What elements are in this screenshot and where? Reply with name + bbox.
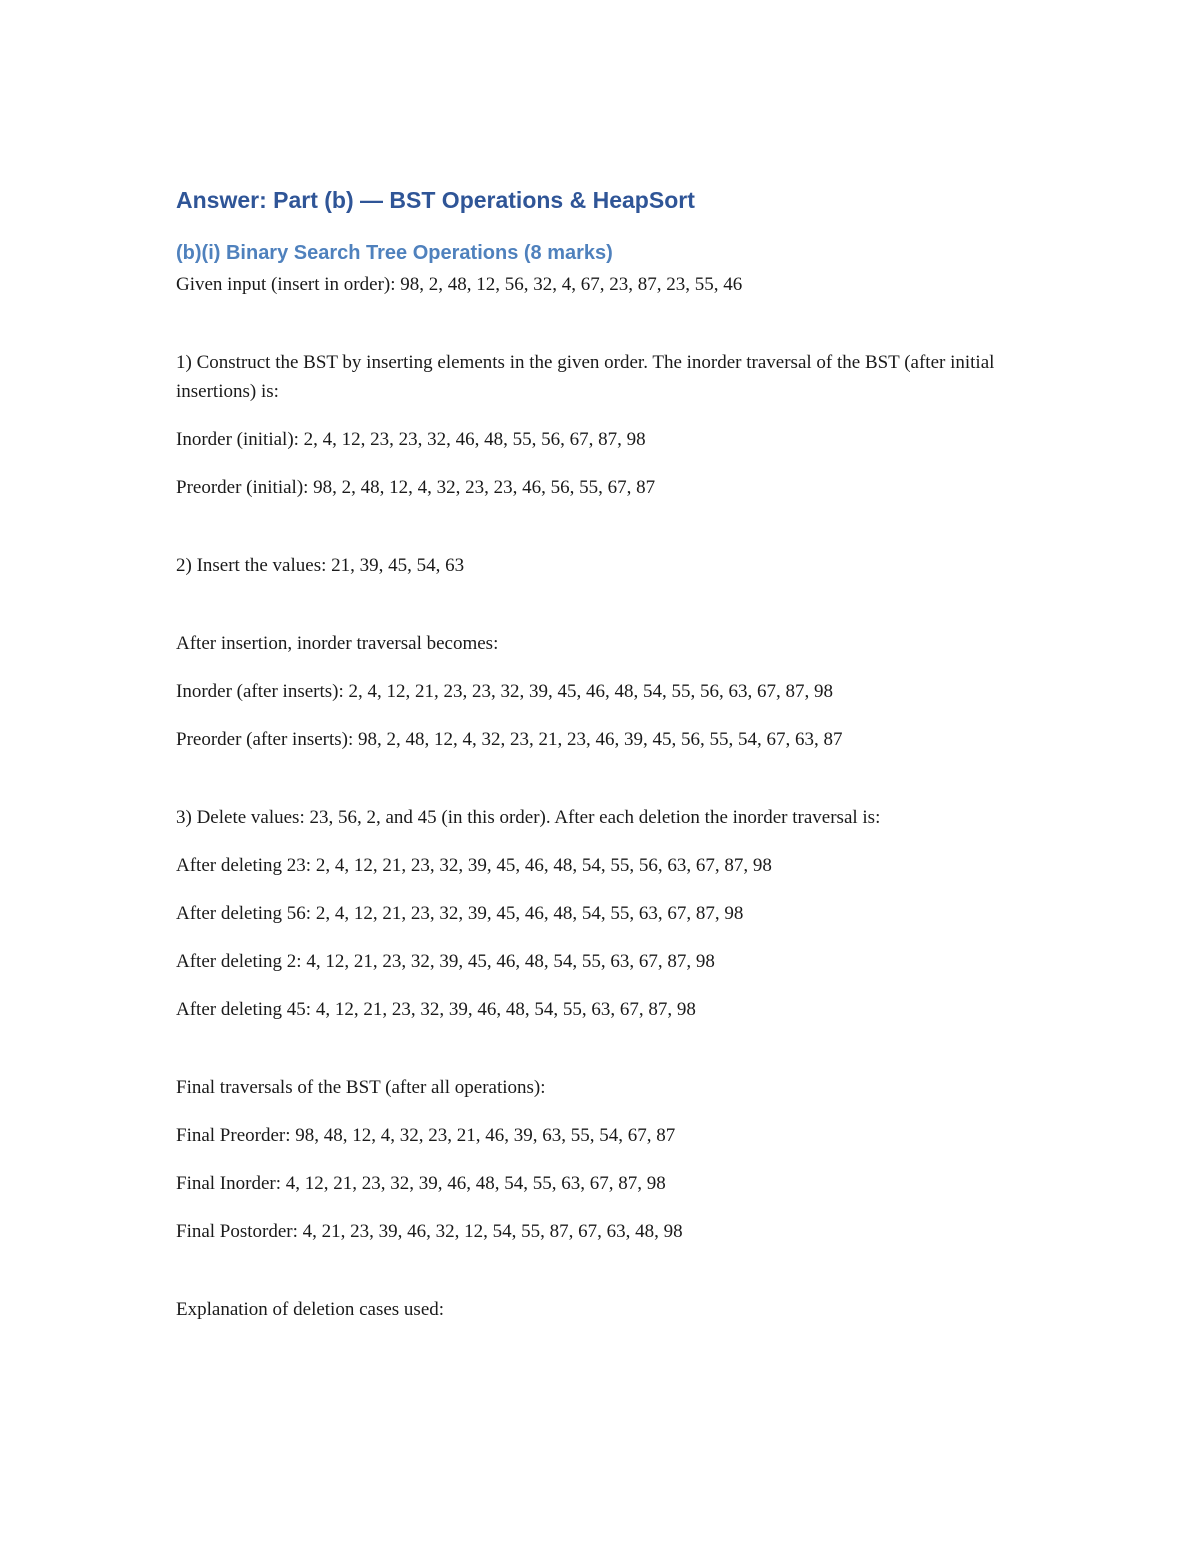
deletion-line: After deleting 2: 4, 12, 21, 23, 32, 39, 45, 46, 48, 54, 55, 63, 67, 87, 98 (176, 950, 715, 972)
final-text: Final traversals of the BST (after all operations): (176, 1076, 546, 1098)
deletion-line: After deleting 23: 2, 4, 12, 21, 23, 32, 39, 45, 46, 48, 54, 55, 56, 63, 67, 87, 98 (176, 854, 772, 876)
section-heading: (b)(i) Binary Search Tree Operations (8 marks) (176, 241, 613, 264)
step2-after-text: After insertion, inorder traversal becomes: (176, 632, 499, 654)
document-page (176, 186, 1026, 1324)
step1-text: 1) Construct the BST by inserting elements in the given order. The inorder traversal of the BST (after initial insertions) is: (176, 351, 995, 402)
step2-text: 2) Insert the values: 21, 39, 45, 54, 63 (176, 554, 465, 576)
step1-preorder: Preorder (initial): 98, 2, 48, 12, 4, 32, 23, 23, 46, 56, 55, 67, 87 (176, 476, 656, 498)
given-input: Given input (insert in order): 98, 2, 48, 12, 56, 32, 4, 67, 23, 87, 23, 55, 46 (176, 273, 743, 295)
final-preorder: Final Preorder: 98, 48, 12, 4, 32, 23, 21, 46, 39, 63, 55, 54, 67, 87 (176, 1124, 676, 1146)
final-postorder: Final Postorder: 4, 21, 23, 39, 46, 32, 12, 54, 55, 87, 67, 63, 48, 98 (176, 1220, 683, 1242)
final-inorder: Final Inorder: 4, 12, 21, 23, 32, 39, 46, 48, 54, 55, 63, 67, 87, 98 (176, 1172, 666, 1194)
step2-inorder: Inorder (after inserts): 2, 4, 12, 21, 23, 23, 32, 39, 45, 46, 48, 54, 55, 56, 63, 67, 87, 98 (176, 680, 834, 702)
deletion-line: After deleting 56: 2, 4, 12, 21, 23, 32, 39, 45, 46, 48, 54, 55, 63, 67, 87, 98 (176, 902, 744, 924)
deletion-line: After deleting 45: 4, 12, 21, 23, 32, 39, 46, 48, 54, 55, 63, 67, 87, 98 (176, 998, 696, 1020)
step3-text: 3) Delete values: 23, 56, 2, and 45 (in this order). After each deletion the inorder traversal is: (176, 806, 881, 828)
step1-inorder: Inorder (initial): 2, 4, 12, 23, 23, 32, 46, 48, 55, 56, 67, 87, 98 (176, 428, 646, 450)
page-title: Answer: Part (b) — BST Operations & HeapSort (176, 187, 695, 213)
step2-preorder: Preorder (after inserts): 98, 2, 48, 12, 4, 32, 23, 21, 23, 46, 39, 45, 56, 55, 54, 67, 63, 87 (176, 728, 843, 750)
explanation-text: Explanation of deletion cases used: (176, 1298, 445, 1320)
